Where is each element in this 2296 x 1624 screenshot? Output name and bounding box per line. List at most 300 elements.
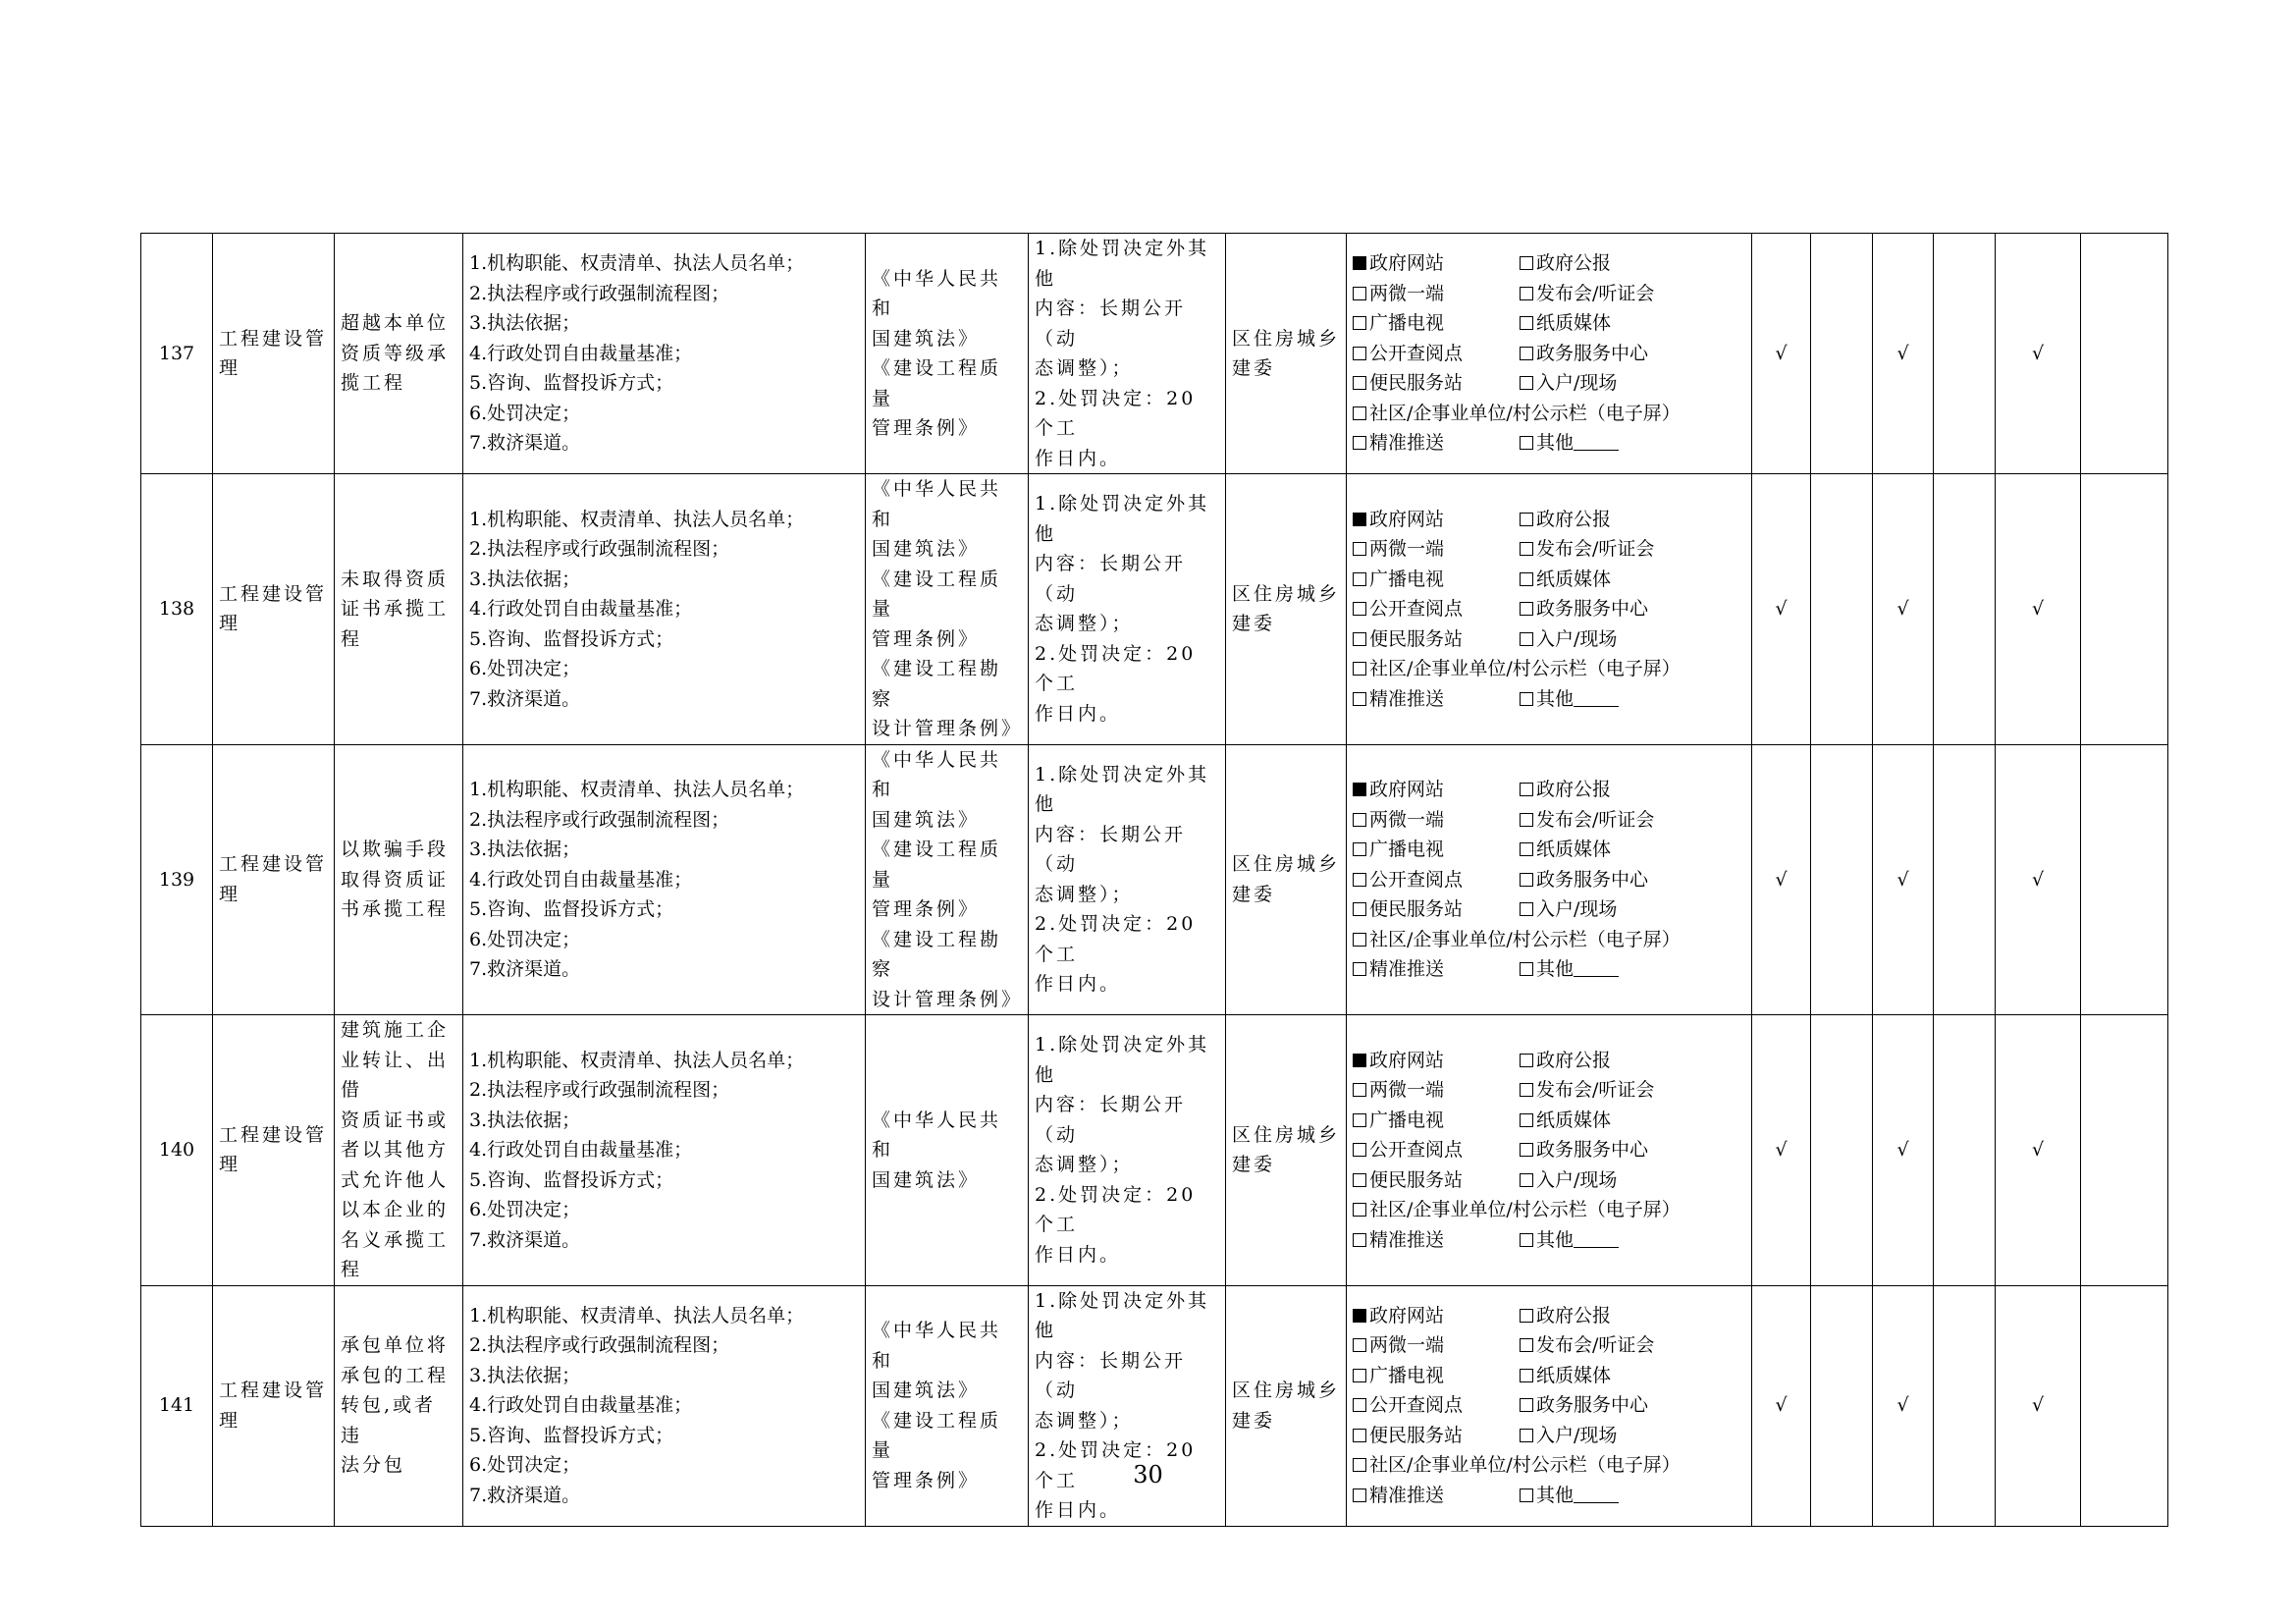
content-line: 2.执法程序或行政强制流程图； bbox=[469, 282, 730, 304]
item-line: 名义承揽工 bbox=[341, 1228, 450, 1251]
timeframe-line: 2.处罚决定：20 个工 bbox=[1035, 387, 1197, 439]
channel-bulletin_board-label: 社区/企事业单位/村公示栏（电子屏） bbox=[1369, 1454, 1681, 1477]
channel-other-label: 其他 bbox=[1536, 1484, 1575, 1506]
checkbox-household_site[interactable] bbox=[1520, 1173, 1533, 1187]
channel-two_wei_one_duan-label: 两微一端 bbox=[1369, 808, 1445, 831]
channel-press_hearing-label: 发布会/听证会 bbox=[1536, 538, 1655, 560]
category-line: 理 bbox=[219, 1409, 241, 1432]
channel-paper_media-label: 纸质媒体 bbox=[1536, 1109, 1612, 1131]
other-blank-line[interactable] bbox=[1574, 1502, 1619, 1503]
item-line: 程 bbox=[341, 1259, 363, 1280]
checkbox-service_center[interactable] bbox=[1520, 347, 1533, 360]
channel-service_station-label: 便民服务站 bbox=[1369, 1168, 1464, 1191]
timeframe-line: 态调整）； bbox=[1035, 613, 1134, 635]
basis-cell bbox=[866, 474, 1029, 745]
item-line: 取得资质证 bbox=[341, 868, 450, 891]
basis-line: 管理条例》 bbox=[872, 1469, 981, 1491]
checkbox-bulletin_board[interactable] bbox=[1353, 933, 1366, 947]
category-cell bbox=[213, 234, 335, 474]
check-mark: √ bbox=[1896, 1394, 1909, 1417]
channel-paper_media-label: 纸质媒体 bbox=[1536, 312, 1612, 335]
check-cell bbox=[1811, 234, 1873, 474]
checkbox-household_site[interactable] bbox=[1520, 902, 1533, 916]
channel-public_reading-label: 公开查阅点 bbox=[1369, 1394, 1464, 1417]
content-line: 2.执法程序或行政强制流程图； bbox=[469, 1334, 730, 1357]
checkbox-broadcast_tv[interactable] bbox=[1353, 316, 1366, 330]
basis-line: 设计管理条例》 bbox=[872, 718, 1024, 739]
checkbox-public_reading[interactable] bbox=[1353, 873, 1366, 887]
content-cell bbox=[463, 744, 866, 1015]
item-line: 揽工程 bbox=[341, 372, 406, 395]
checkbox-household_site[interactable] bbox=[1520, 632, 1533, 646]
channel-public_reading-label: 公开查阅点 bbox=[1369, 342, 1464, 364]
channel-service_center-label: 政务服务中心 bbox=[1536, 1394, 1649, 1417]
basis-line: 国建筑法》 bbox=[872, 1380, 981, 1401]
checkbox-press_hearing[interactable] bbox=[1520, 1083, 1533, 1097]
channel-grid bbox=[1353, 505, 1745, 715]
channel-service_station-label: 便民服务站 bbox=[1369, 627, 1464, 650]
content-line: 6.处罚决定； bbox=[469, 658, 581, 679]
content-line: 1.机构职能、权责清单、执法人员名单； bbox=[469, 1049, 805, 1071]
checkbox-two_wei_one_duan[interactable] bbox=[1353, 1083, 1366, 1097]
checkbox-gov_website[interactable] bbox=[1353, 513, 1366, 526]
checkbox-broadcast_tv[interactable] bbox=[1353, 572, 1366, 586]
subject-cell bbox=[1226, 744, 1347, 1015]
check-cell bbox=[1934, 234, 1996, 474]
check-cell bbox=[2081, 1015, 2168, 1286]
checkbox-two_wei_one_duan[interactable] bbox=[1353, 542, 1366, 556]
channel-gov_website-label: 政府网站 bbox=[1369, 252, 1445, 275]
timeframe-cell bbox=[1029, 1285, 1226, 1526]
category-line: 理 bbox=[219, 613, 241, 635]
channel-press_hearing-label: 发布会/听证会 bbox=[1536, 1079, 1655, 1101]
channel-press_hearing-label: 发布会/听证会 bbox=[1536, 282, 1655, 304]
channel-two_wei_one_duan-label: 两微一端 bbox=[1369, 282, 1445, 304]
check-cell bbox=[1934, 474, 1996, 745]
timeframe-line: 1.除处罚决定外其他 bbox=[1035, 1034, 1210, 1086]
subject-line: 建委 bbox=[1232, 883, 1276, 905]
basis-line: 《中华人民共和 bbox=[872, 748, 1002, 800]
checkbox-paper_media[interactable] bbox=[1520, 1369, 1533, 1382]
timeframe-line: 2.处罚决定：20 个工 bbox=[1035, 1439, 1197, 1491]
basis-line: 《建设工程质量 bbox=[872, 568, 1002, 620]
item-cell bbox=[335, 744, 463, 1015]
channel-grid bbox=[1353, 775, 1745, 985]
channel-press_hearing-label: 发布会/听证会 bbox=[1536, 808, 1655, 831]
channel-service_center-label: 政务服务中心 bbox=[1536, 598, 1649, 620]
checkbox-gov_gazette[interactable] bbox=[1520, 1054, 1533, 1067]
checkbox-bulletin_board[interactable] bbox=[1353, 662, 1366, 676]
content-line: 6.处罚决定； bbox=[469, 402, 581, 424]
item-cell bbox=[335, 474, 463, 745]
row-number-text: 137 bbox=[158, 342, 195, 364]
check-cell bbox=[1752, 1285, 1811, 1526]
check-cell bbox=[1934, 744, 1996, 1015]
disclosure-table bbox=[140, 233, 2168, 1527]
channel-gov_website-label: 政府网站 bbox=[1369, 779, 1445, 800]
check-mark: √ bbox=[1896, 598, 1909, 620]
channel-precise_push-label: 精准推送 bbox=[1369, 1484, 1445, 1506]
basis-line: 《建设工程勘察 bbox=[872, 658, 1002, 710]
check-cell bbox=[1752, 474, 1811, 745]
check-mark: √ bbox=[2031, 1139, 2045, 1161]
channel-precise_push-label: 精准推送 bbox=[1369, 1228, 1445, 1251]
channel-household_site-label: 入户/现场 bbox=[1536, 627, 1618, 650]
content-line: 3.执法依据； bbox=[469, 1109, 581, 1131]
row-number-text: 139 bbox=[158, 868, 195, 891]
checkbox-service_station[interactable] bbox=[1353, 632, 1366, 646]
basis-line: 国建筑法》 bbox=[872, 1168, 981, 1191]
item-line: 程 bbox=[341, 627, 363, 650]
item-line: 式允许他人 bbox=[341, 1168, 450, 1191]
checkbox-precise_push[interactable] bbox=[1353, 436, 1366, 450]
check-cell bbox=[1873, 234, 1934, 474]
checkbox-two_wei_one_duan[interactable] bbox=[1353, 813, 1366, 827]
category-line: 理 bbox=[219, 1154, 241, 1176]
channel-gov_gazette-label: 政府公报 bbox=[1536, 1304, 1612, 1326]
channel-paper_media-label: 纸质媒体 bbox=[1536, 568, 1612, 590]
basis-line: 《建设工程质量 bbox=[872, 1409, 1002, 1461]
basis-line: 设计管理条例》 bbox=[872, 988, 1024, 1010]
checkbox-household_site[interactable] bbox=[1520, 1429, 1533, 1442]
subject-line: 区住房城乡 bbox=[1232, 1123, 1341, 1146]
row-number bbox=[141, 1285, 213, 1526]
content-line: 3.执法依据； bbox=[469, 312, 581, 335]
channel-precise_push-label: 精准推送 bbox=[1369, 432, 1445, 455]
content-cell bbox=[463, 234, 866, 474]
check-cell bbox=[1934, 1015, 1996, 1286]
timeframe-cell bbox=[1029, 474, 1226, 745]
timeframe-line: 1.除处罚决定外其他 bbox=[1035, 493, 1210, 545]
checkbox-other[interactable] bbox=[1520, 1489, 1533, 1502]
checkbox-other[interactable] bbox=[1520, 436, 1533, 450]
checkbox-public_reading[interactable] bbox=[1353, 1143, 1366, 1157]
checkbox-gov_gazette[interactable] bbox=[1520, 1309, 1533, 1323]
basis-line: 管理条例》 bbox=[872, 417, 981, 439]
channel-grid bbox=[1353, 1046, 1745, 1256]
check-cell bbox=[1873, 1285, 1934, 1526]
checkbox-precise_push[interactable] bbox=[1353, 962, 1366, 976]
check-cell bbox=[1996, 1285, 2081, 1526]
row-number bbox=[141, 1015, 213, 1286]
channel-cell bbox=[1347, 474, 1752, 745]
content-line: 4.行政处罚自由裁量基准； bbox=[469, 598, 693, 620]
channel-broadcast_tv-label: 广播电视 bbox=[1369, 839, 1445, 860]
checkbox-service_station[interactable] bbox=[1353, 376, 1366, 390]
subject-line: 建委 bbox=[1232, 357, 1276, 379]
content-line: 4.行政处罚自由裁量基准； bbox=[469, 342, 693, 364]
checkbox-press_hearing[interactable] bbox=[1520, 813, 1533, 827]
checkbox-paper_media[interactable] bbox=[1520, 572, 1533, 586]
check-mark: √ bbox=[2031, 1394, 2045, 1417]
channel-gov_gazette-label: 政府公报 bbox=[1536, 1049, 1612, 1071]
channel-service_center-label: 政务服务中心 bbox=[1536, 342, 1649, 364]
checkbox-service_station[interactable] bbox=[1353, 1173, 1366, 1187]
timeframe-line: 态调整）； bbox=[1035, 1409, 1134, 1432]
basis-line: 《建设工程质量 bbox=[872, 839, 1002, 891]
channel-bulletin_board-label: 社区/企事业单位/村公示栏（电子屏） bbox=[1369, 928, 1681, 950]
content-line: 5.咨询、监督投诉方式； bbox=[469, 1424, 674, 1446]
checkbox-broadcast_tv[interactable] bbox=[1353, 1113, 1366, 1127]
category-line: 工程建设管 bbox=[219, 1123, 328, 1146]
channel-bulletin_board-label: 社区/企事业单位/村公示栏（电子屏） bbox=[1369, 402, 1681, 424]
check-cell bbox=[1873, 1015, 1934, 1286]
channel-broadcast_tv-label: 广播电视 bbox=[1369, 568, 1445, 590]
content-line: 5.咨询、监督投诉方式； bbox=[469, 898, 674, 920]
checkbox-household_site[interactable] bbox=[1520, 376, 1533, 390]
table-row bbox=[141, 744, 2168, 1015]
timeframe-line: 1.除处罚决定外其他 bbox=[1035, 1289, 1210, 1341]
timeframe-line: 2.处罚决定：20 个工 bbox=[1035, 913, 1197, 965]
checkbox-gov_website[interactable] bbox=[1353, 256, 1366, 270]
content-line: 5.咨询、监督投诉方式； bbox=[469, 372, 674, 395]
checkbox-service_station[interactable] bbox=[1353, 902, 1366, 916]
timeframe-line: 1.除处罚决定外其他 bbox=[1035, 238, 1210, 290]
checkbox-service_center[interactable] bbox=[1520, 1398, 1533, 1412]
item-line: 书承揽工程 bbox=[341, 898, 450, 920]
basis-line: 《建设工程质量 bbox=[872, 357, 1002, 409]
check-cell bbox=[1996, 234, 2081, 474]
category-line: 工程建设管 bbox=[219, 1380, 328, 1401]
content-line: 7.救济渠道。 bbox=[469, 1484, 581, 1506]
checkbox-precise_push[interactable] bbox=[1353, 1233, 1366, 1247]
check-mark: √ bbox=[2031, 598, 2045, 620]
page-number: 30 bbox=[1133, 1461, 1163, 1489]
check-mark: √ bbox=[1896, 868, 1909, 891]
channel-service_station-label: 便民服务站 bbox=[1369, 898, 1464, 920]
content-line: 4.行政处罚自由裁量基准； bbox=[469, 1394, 693, 1417]
content-line: 5.咨询、监督投诉方式； bbox=[469, 627, 674, 650]
category-line: 理 bbox=[219, 883, 241, 905]
channel-household_site-label: 入户/现场 bbox=[1536, 898, 1618, 920]
content-line: 7.救济渠道。 bbox=[469, 1228, 581, 1251]
check-cell bbox=[1811, 474, 1873, 745]
subject-line: 建委 bbox=[1232, 1154, 1276, 1176]
basis-cell bbox=[866, 1285, 1029, 1526]
channel-two_wei_one_duan-label: 两微一端 bbox=[1369, 538, 1445, 560]
content-line: 3.执法依据； bbox=[469, 839, 581, 860]
channel-other-label: 其他 bbox=[1536, 432, 1575, 455]
category-cell bbox=[213, 474, 335, 745]
content-line: 6.处罚决定； bbox=[469, 1199, 581, 1220]
timeframe-line: 态调整）； bbox=[1035, 357, 1134, 379]
item-line: 未取得资质 bbox=[341, 568, 450, 590]
channel-press_hearing-label: 发布会/听证会 bbox=[1536, 1334, 1655, 1357]
check-cell bbox=[1873, 474, 1934, 745]
basis-line: 《建设工程勘察 bbox=[872, 928, 1002, 980]
basis-line: 《中华人民共和 bbox=[872, 267, 1002, 319]
basis-line: 《中华人民共和 bbox=[872, 478, 1002, 530]
content-cell bbox=[463, 474, 866, 745]
channel-other-label: 其他 bbox=[1536, 1228, 1575, 1251]
check-mark: √ bbox=[1775, 1139, 1788, 1161]
timeframe-line: 作日内。 bbox=[1035, 447, 1122, 469]
check-mark: √ bbox=[2031, 342, 2045, 364]
timeframe-line: 内容：长期公开（动 bbox=[1035, 1094, 1187, 1146]
timeframe-line: 内容：长期公开（动 bbox=[1035, 823, 1187, 876]
check-cell bbox=[1752, 744, 1811, 1015]
channel-cell bbox=[1347, 744, 1752, 1015]
checkbox-public_reading[interactable] bbox=[1353, 602, 1366, 616]
channel-other-label: 其他 bbox=[1536, 687, 1575, 710]
channel-cell bbox=[1347, 1015, 1752, 1286]
other-blank-line[interactable] bbox=[1574, 706, 1619, 707]
checkbox-service_station[interactable] bbox=[1353, 1429, 1366, 1442]
checkbox-paper_media[interactable] bbox=[1520, 316, 1533, 330]
subject-cell bbox=[1226, 234, 1347, 474]
check-cell bbox=[1811, 744, 1873, 1015]
item-line: 法分包 bbox=[341, 1454, 406, 1477]
category-line: 工程建设管 bbox=[219, 853, 328, 876]
checkbox-press_hearing[interactable] bbox=[1520, 287, 1533, 300]
channel-public_reading-label: 公开查阅点 bbox=[1369, 598, 1464, 620]
category-line: 工程建设管 bbox=[219, 327, 328, 350]
timeframe-line: 2.处罚决定：20 个工 bbox=[1035, 1183, 1197, 1236]
checkbox-gov_gazette[interactable] bbox=[1520, 256, 1533, 270]
timeframe-line: 内容：长期公开（动 bbox=[1035, 298, 1187, 350]
checkbox-gov_gazette[interactable] bbox=[1520, 513, 1533, 526]
subject-line: 区住房城乡 bbox=[1232, 853, 1341, 876]
subject-cell bbox=[1226, 1285, 1347, 1526]
check-cell bbox=[1752, 1015, 1811, 1286]
timeframe-cell bbox=[1029, 744, 1226, 1015]
checkbox-gov_website[interactable] bbox=[1353, 1054, 1366, 1067]
item-line: 业转让、出借 bbox=[341, 1049, 450, 1101]
channel-other-label: 其他 bbox=[1536, 958, 1575, 980]
content-line: 5.咨询、监督投诉方式； bbox=[469, 1168, 674, 1191]
timeframe-line: 作日内。 bbox=[1035, 1499, 1122, 1521]
check-mark: √ bbox=[1896, 342, 1909, 364]
checkbox-service_center[interactable] bbox=[1520, 873, 1533, 887]
basis-line: 《中华人民共和 bbox=[872, 1320, 1002, 1372]
other-blank-line[interactable] bbox=[1574, 976, 1619, 977]
check-cell bbox=[1934, 1285, 1996, 1526]
row-number bbox=[141, 744, 213, 1015]
channel-bulletin_board-label: 社区/企事业单位/村公示栏（电子屏） bbox=[1369, 658, 1681, 679]
channel-paper_media-label: 纸质媒体 bbox=[1536, 1364, 1612, 1386]
channel-bulletin_board-label: 社区/企事业单位/村公示栏（电子屏） bbox=[1369, 1199, 1681, 1220]
channel-grid bbox=[1353, 248, 1745, 459]
content-line: 3.执法依据； bbox=[469, 1364, 581, 1386]
basis-cell bbox=[866, 744, 1029, 1015]
basis-cell bbox=[866, 234, 1029, 474]
checkbox-other[interactable] bbox=[1520, 962, 1533, 976]
check-cell bbox=[1996, 1015, 2081, 1286]
content-cell bbox=[463, 1285, 866, 1526]
content-line: 6.处罚决定； bbox=[469, 1454, 581, 1477]
checkbox-bulletin_board[interactable] bbox=[1353, 406, 1366, 420]
checkbox-public_reading[interactable] bbox=[1353, 1398, 1366, 1412]
channel-gov_gazette-label: 政府公报 bbox=[1536, 508, 1612, 530]
content-line: 4.行政处罚自由裁量基准； bbox=[469, 868, 693, 891]
checkbox-bulletin_board[interactable] bbox=[1353, 1203, 1366, 1217]
basis-line: 国建筑法》 bbox=[872, 538, 981, 560]
channel-gov_website-label: 政府网站 bbox=[1369, 1304, 1445, 1326]
content-line: 2.执法程序或行政强制流程图； bbox=[469, 1079, 730, 1101]
row-number bbox=[141, 234, 213, 474]
category-line: 工程建设管 bbox=[219, 582, 328, 605]
checkbox-public_reading[interactable] bbox=[1353, 347, 1366, 360]
item-line: 转包,或者违 bbox=[341, 1394, 437, 1446]
subject-cell bbox=[1226, 1015, 1347, 1286]
check-cell bbox=[1811, 1015, 1873, 1286]
item-cell bbox=[335, 1015, 463, 1286]
check-cell bbox=[2081, 234, 2168, 474]
channel-household_site-label: 入户/现场 bbox=[1536, 1168, 1618, 1191]
item-line: 以欺骗手段 bbox=[341, 839, 450, 860]
content-line: 7.救济渠道。 bbox=[469, 958, 581, 980]
row-number-text: 141 bbox=[158, 1394, 195, 1417]
timeframe-cell bbox=[1029, 1015, 1226, 1286]
category-cell bbox=[213, 1015, 335, 1286]
channel-broadcast_tv-label: 广播电视 bbox=[1369, 312, 1445, 335]
checkbox-service_center[interactable] bbox=[1520, 1143, 1533, 1157]
timeframe-line: 2.处罚决定：20 个工 bbox=[1035, 642, 1197, 695]
content-line: 7.救济渠道。 bbox=[469, 687, 581, 710]
checkbox-precise_push[interactable] bbox=[1353, 692, 1366, 706]
check-mark: √ bbox=[1775, 1394, 1788, 1417]
channel-gov_website-label: 政府网站 bbox=[1369, 508, 1445, 530]
category-cell bbox=[213, 1285, 335, 1526]
subject-line: 建委 bbox=[1232, 1409, 1276, 1432]
item-line: 者以其他方 bbox=[341, 1139, 450, 1161]
checkbox-precise_push[interactable] bbox=[1353, 1489, 1366, 1502]
channel-cell bbox=[1347, 234, 1752, 474]
content-cell bbox=[463, 1015, 866, 1286]
checkbox-two_wei_one_duan[interactable] bbox=[1353, 287, 1366, 300]
check-cell bbox=[2081, 1285, 2168, 1526]
checkbox-paper_media[interactable] bbox=[1520, 1113, 1533, 1127]
row-number-text: 138 bbox=[158, 598, 195, 620]
other-blank-line[interactable] bbox=[1574, 1247, 1619, 1248]
check-mark: √ bbox=[1775, 598, 1788, 620]
channel-service_center-label: 政务服务中心 bbox=[1536, 1139, 1649, 1161]
table-row bbox=[141, 474, 2168, 745]
subject-line: 建委 bbox=[1232, 613, 1276, 635]
check-mark: √ bbox=[1775, 868, 1788, 891]
channel-gov_gazette-label: 政府公报 bbox=[1536, 252, 1612, 275]
subject-cell bbox=[1226, 474, 1347, 745]
category-line: 理 bbox=[219, 357, 241, 379]
item-line: 证书承揽工 bbox=[341, 598, 450, 620]
checkbox-broadcast_tv[interactable] bbox=[1353, 1369, 1366, 1382]
checkbox-gov_gazette[interactable] bbox=[1520, 783, 1533, 796]
checkbox-gov_website[interactable] bbox=[1353, 1309, 1366, 1323]
table-row bbox=[141, 1015, 2168, 1286]
checkbox-paper_media[interactable] bbox=[1520, 842, 1533, 856]
checkbox-other[interactable] bbox=[1520, 1233, 1533, 1247]
check-mark: √ bbox=[2031, 868, 2045, 891]
checkbox-gov_website[interactable] bbox=[1353, 783, 1366, 796]
checkbox-broadcast_tv[interactable] bbox=[1353, 842, 1366, 856]
channel-paper_media-label: 纸质媒体 bbox=[1536, 839, 1612, 860]
checkbox-other[interactable] bbox=[1520, 692, 1533, 706]
checkbox-service_center[interactable] bbox=[1520, 602, 1533, 616]
checkbox-press_hearing[interactable] bbox=[1520, 542, 1533, 556]
checkbox-two_wei_one_duan[interactable] bbox=[1353, 1338, 1366, 1352]
basis-line: 管理条例》 bbox=[872, 627, 981, 650]
basis-line: 国建筑法》 bbox=[872, 327, 981, 350]
channel-precise_push-label: 精准推送 bbox=[1369, 958, 1445, 980]
timeframe-line: 1.除处罚决定外其他 bbox=[1035, 763, 1210, 816]
timeframe-line: 作日内。 bbox=[1035, 1243, 1122, 1266]
check-mark: √ bbox=[1896, 1139, 1909, 1161]
check-cell bbox=[1996, 744, 2081, 1015]
checkbox-press_hearing[interactable] bbox=[1520, 1338, 1533, 1352]
channel-household_site-label: 入户/现场 bbox=[1536, 372, 1618, 395]
other-blank-line[interactable] bbox=[1574, 450, 1619, 451]
channel-precise_push-label: 精准推送 bbox=[1369, 687, 1445, 710]
